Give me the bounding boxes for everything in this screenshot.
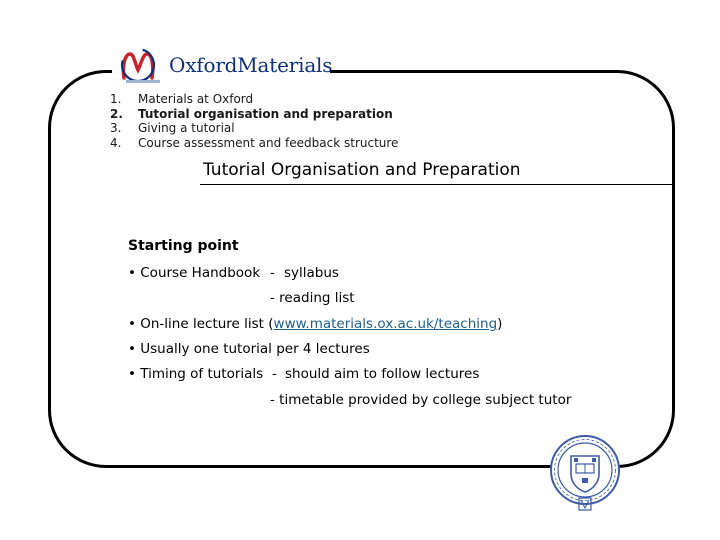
slide-title: Tutorial Organisation and Preparation [203, 160, 521, 180]
university-seal-icon [543, 432, 627, 514]
section-subheading: Starting point [128, 238, 239, 254]
logo-text: OxfordMaterials [169, 53, 333, 77]
bullet-timing: • Timing of tutorials [128, 366, 264, 382]
toc-item [110, 136, 398, 151]
oxford-materials-logo [112, 40, 333, 88]
bullet-separator: - [272, 366, 277, 382]
bullet-timetable: - timetable provided by college subject tutor [270, 392, 572, 408]
materials-m-logo-icon [116, 44, 166, 86]
bullet-separator: - [270, 265, 275, 281]
teaching-link[interactable]: www.materials.ox.ac.uk/teaching [273, 316, 498, 332]
bullet-lecture-list-prefix: • On-line lecture list ( [128, 316, 274, 332]
toc-number: 2. [110, 106, 123, 121]
toc-item [110, 121, 398, 136]
toc-number: 3. [110, 121, 122, 135]
toc-label: Tutorial organisation and preparation [138, 106, 393, 121]
toc-label: Course assessment and feedback structure [138, 135, 399, 150]
bullet-lecture-list-suffix: ) [497, 316, 503, 332]
bullet-follow-lectures: should aim to follow lectures [285, 366, 480, 382]
bullet-course-handbook: • Course Handbook [128, 265, 261, 281]
toc-label: Giving a tutorial [138, 121, 235, 135]
bullet-reading-list: - reading list [270, 290, 355, 306]
toc-number: 4. [110, 135, 122, 150]
bullet-syllabus: syllabus [284, 265, 339, 281]
bullet-lecture-list [128, 316, 502, 332]
title-underline [200, 184, 675, 185]
table-of-contents [110, 92, 398, 150]
toc-number: 1. [110, 92, 122, 106]
toc-item-active [110, 107, 398, 122]
toc-item [110, 92, 398, 107]
toc-label: Materials at Oxford [138, 92, 254, 106]
bullet-tutorial-ratio: • Usually one tutorial per 4 lectures [128, 341, 370, 357]
